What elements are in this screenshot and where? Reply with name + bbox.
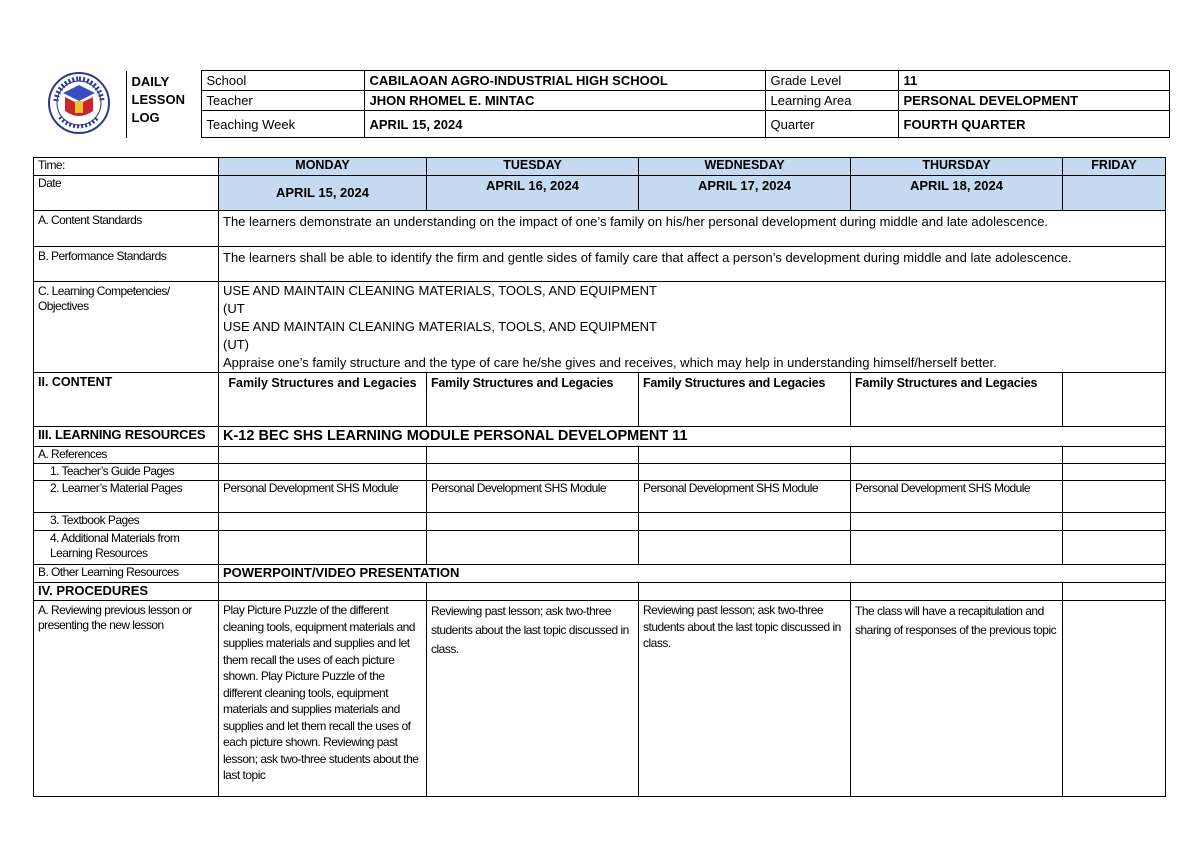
references-monday (219, 447, 427, 464)
references-label: A. References (34, 447, 219, 464)
additional-thursday (851, 531, 1063, 565)
content-label: II. CONTENT (34, 373, 219, 427)
references-wednesday (639, 447, 851, 464)
date-wednesday: APRIL 17, 2024 (639, 176, 851, 211)
school-label: School (201, 71, 364, 91)
learners-material-wednesday: Personal Development SHS Module (639, 481, 851, 513)
performance-standards-text: The learners shall be able to identify the firm and gentle sides of family care that affect a person’s development during middle and late adolescence. (219, 247, 1166, 282)
textbook-monday (219, 513, 427, 531)
date-friday (1063, 176, 1166, 211)
learning-resources-label: III. LEARNING RESOURCES (34, 427, 219, 447)
review-tuesday: Reviewing past lesson; ask two-three students about the last topic discussed in class. (427, 601, 639, 797)
procedures-tuesday (427, 583, 639, 601)
date-tuesday: APRIL 16, 2024 (427, 176, 639, 211)
references-thursday (851, 447, 1063, 464)
competencies-label: C. Learning Competencies/ Objectives (34, 282, 219, 373)
date-thursday: APRIL 18, 2024 (851, 176, 1063, 211)
content-standards-text: The learners demonstrate an understanding on the impact of one’s family on his/her personal development during middle and late adolescence. (219, 211, 1166, 247)
teaching-week-label: Teaching Week (201, 111, 364, 138)
procedures-label: IV. PROCEDURES (34, 583, 219, 601)
review-monday: Play Picture Puzzle of the different cleaning tools, equipment materials and supplies materials and supplies and let them recall the uses of each picture shown. Play Picture Puzzle of the different cleaning tools, equipment materials and supplies materials and supplies and let them recall the uses of each picture shown. Reviewing past lesson; ask two-three students about the last topic (219, 601, 427, 797)
procedures-friday (1063, 583, 1166, 601)
references-friday (1063, 447, 1166, 464)
additional-materials-label: 4. Additional Materials from Learning Resources (34, 531, 219, 565)
learning-resources-value: K-12 BEC SHS LEARNING MODULE PERSONAL DEVELOPMENT 11 (219, 427, 1166, 447)
procedures-thursday (851, 583, 1063, 601)
learners-material-label: 2. Learner’s Material Pages (34, 481, 219, 513)
review-friday (1063, 601, 1166, 797)
content-thursday: Family Structures and Legacies (851, 373, 1063, 427)
competency-line-4: (UT) (223, 337, 249, 352)
textbook-wednesday (639, 513, 851, 531)
grade-level-value: 11 (898, 71, 1169, 91)
competency-line-3: USE AND MAINTAIN CLEANING MATERIALS, TOOLS, AND EQUIPMENT (223, 319, 657, 334)
lesson-log-table (33, 157, 1166, 797)
deped-seal-icon (40, 71, 118, 135)
teachers-guide-label: 1. Teacher’s Guide Pages (34, 464, 219, 481)
textbook-thursday (851, 513, 1063, 531)
other-resources-value: POWERPOINT/VIDEO PRESENTATION (219, 565, 1166, 583)
additional-friday (1063, 531, 1166, 565)
learners-material-monday: Personal Development SHS Module (219, 481, 427, 513)
additional-wednesday (639, 531, 851, 565)
procedures-monday (219, 583, 427, 601)
references-tuesday (427, 447, 639, 464)
learners-material-friday (1063, 481, 1166, 513)
teacher-label: Teacher (201, 91, 364, 111)
teachers-guide-monday (219, 464, 427, 481)
competency-line-2: (UT (223, 301, 245, 316)
procedures-wednesday (639, 583, 851, 601)
date-monday: APRIL 15, 2024 (219, 176, 427, 211)
header-table (33, 70, 1170, 138)
day-tuesday: TUESDAY (427, 158, 639, 176)
time-label: Time: (34, 158, 219, 176)
performance-standards-label: B. Performance Standards (34, 247, 219, 282)
quarter-value: FOURTH QUARTER (898, 111, 1169, 138)
competency-line-5: Appraise one’s family structure and the type of care he/she gives and receives, which may help in understanding himself/herself better. (223, 355, 997, 370)
competencies-text (219, 282, 1166, 373)
textbook-friday (1063, 513, 1166, 531)
day-friday: FRIDAY (1063, 158, 1166, 176)
competency-line-1: USE AND MAINTAIN CLEANING MATERIALS, TOOLS, AND EQUIPMENT (223, 283, 657, 298)
day-thursday: THURSDAY (851, 158, 1063, 176)
day-wednesday: WEDNESDAY (639, 158, 851, 176)
learners-material-tuesday: Personal Development SHS Module (427, 481, 639, 513)
content-wednesday: Family Structures and Legacies (639, 373, 851, 427)
teachers-guide-friday (1063, 464, 1166, 481)
textbook-label: 3. Textbook Pages (34, 513, 219, 531)
learners-material-thursday: Personal Development SHS Module (851, 481, 1063, 513)
teachers-guide-tuesday (427, 464, 639, 481)
dll-line-2: LESSON (131, 91, 185, 107)
teachers-guide-thursday (851, 464, 1063, 481)
dll-line-1: DAILY (131, 73, 170, 89)
additional-monday (219, 531, 427, 565)
content-standards-label: A. Content Standards (34, 211, 219, 247)
daily-lesson-log-title (126, 71, 201, 138)
review-label: A. Reviewing previous lesson or presenting the new lesson (34, 601, 219, 797)
day-monday: MONDAY (219, 158, 427, 176)
teachers-guide-wednesday (639, 464, 851, 481)
other-resources-label: B. Other Learning Resources (34, 565, 219, 583)
learning-area-label: Learning Area (765, 91, 898, 111)
school-value: CABILAOAN AGRO-INDUSTRIAL HIGH SCHOOL (364, 71, 765, 91)
date-label: Date (34, 176, 219, 211)
logo-cell (33, 71, 126, 138)
review-wednesday: Reviewing past lesson; ask two-three students about the last topic discussed in class. (639, 601, 851, 797)
teaching-week-value: APRIL 15, 2024 (364, 111, 765, 138)
content-monday: Family Structures and Legacies (219, 373, 427, 427)
additional-tuesday (427, 531, 639, 565)
quarter-label: Quarter (765, 111, 898, 138)
content-tuesday: Family Structures and Legacies (427, 373, 639, 427)
textbook-tuesday (427, 513, 639, 531)
teacher-value: JHON RHOMEL E. MINTAC (364, 91, 765, 111)
dll-line-3: LOG (131, 109, 160, 125)
content-friday (1063, 373, 1166, 427)
learning-area-value: PERSONAL DEVELOPMENT (898, 91, 1169, 111)
review-thursday: The class will have a recapitulation and sharing of responses of the previous topic (851, 601, 1063, 797)
grade-level-label: Grade Level (765, 71, 898, 91)
